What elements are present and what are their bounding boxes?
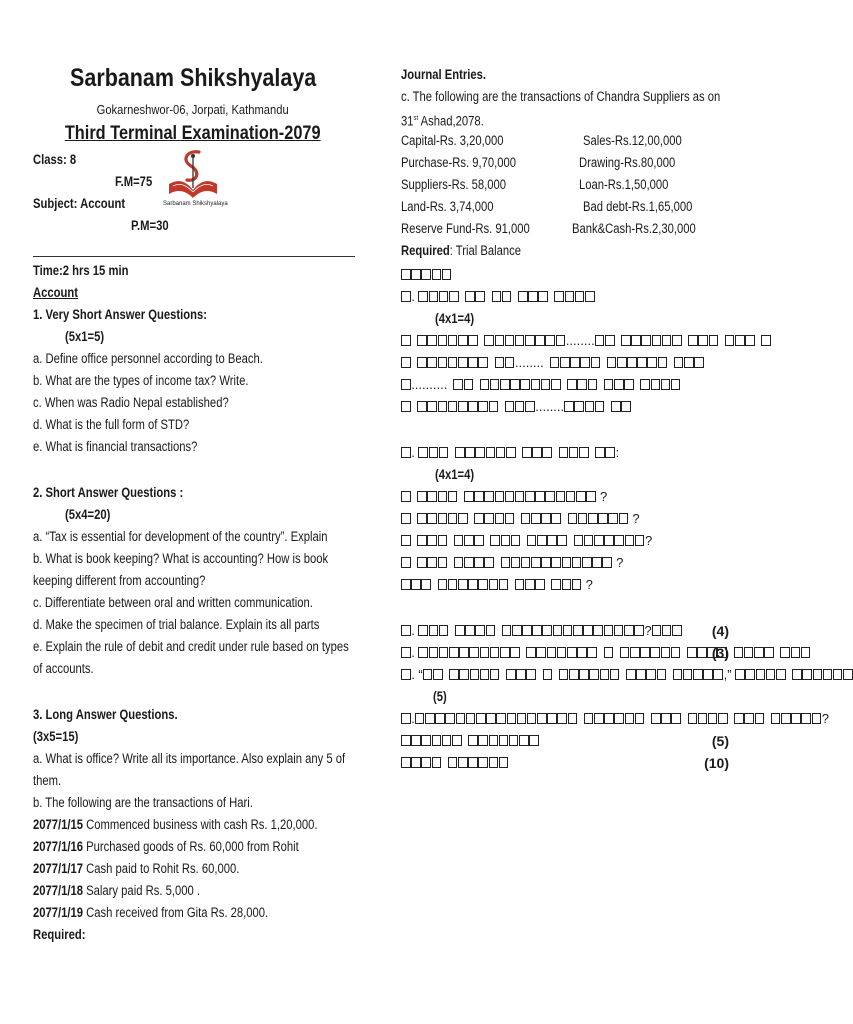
journal-title: Journal Entries.	[401, 67, 487, 82]
nepali-short-q: ?	[401, 510, 640, 528]
question: b. The following are the transactions of Hari.	[33, 795, 253, 810]
question-marks: (10)	[704, 755, 729, 771]
question: c. When was Radio Nepal established?	[33, 395, 229, 410]
balance-left: Land-Rs. 3,74,000	[401, 199, 494, 214]
nepali-long-q: .	[401, 644, 811, 662]
nepali-fill-blank: ........	[401, 354, 704, 372]
nepali-question: . :	[401, 444, 619, 462]
time-label: Time:2 hrs 15 min	[33, 263, 129, 278]
nepali-short-q: ?	[401, 576, 593, 594]
section-title: Account	[33, 285, 79, 300]
required-line: Required: Trial Balance	[401, 243, 522, 258]
class-label: Class: 8	[33, 152, 77, 167]
question-marks: (5)	[711, 733, 729, 749]
balance-right: Bank&Cash-Rs.2,30,000	[572, 221, 696, 236]
section3-title: 3. Long Answer Questions.	[33, 707, 178, 722]
section2-marks: (5x4=20)	[65, 507, 111, 522]
transaction-row: 2077/1/17 Cash paid to Rohit Rs. 60,000.	[33, 861, 240, 876]
question: of accounts.	[33, 661, 94, 676]
question: c. Differentiate between oral and written communication.	[33, 595, 313, 610]
nepali-short-q: ?	[401, 532, 652, 550]
balance-right: Loan-Rs.1,50,000	[579, 177, 669, 192]
nepali-section-title	[401, 266, 452, 284]
question-marks: (5)	[433, 689, 447, 704]
nepali-short-q: ?	[401, 554, 623, 572]
nepali-fill-blank: ..........	[401, 376, 681, 394]
section1-marks: (5x1=5)	[65, 329, 105, 344]
question-marks: (3)	[711, 645, 729, 661]
nepali-q1-marks: (4x1=4)	[435, 311, 475, 326]
section3-marks: (3x5=15)	[33, 729, 79, 744]
section2-title: 2. Short Answer Questions :	[33, 485, 184, 500]
transaction-row: 2077/1/16 Purchased goods of Rs. 60,000 from Rohit	[33, 839, 299, 854]
question: e. Explain the rule of debit and credit under rule based on types	[33, 639, 349, 654]
logo-caption: Sarbanam Shikshyalaya	[163, 201, 228, 207]
balance-left: Capital-Rs. 3,20,000	[401, 133, 504, 148]
transactions-date: 31st Ashad,2078.	[401, 113, 484, 129]
nepali-long-q: . ?	[401, 622, 682, 640]
transactions-intro: c. The following are the transactions of Chandra Suppliers as on	[401, 89, 721, 104]
balance-right: Drawing-Rs.80,000	[579, 155, 676, 170]
question: a. What is office? Write all its importance. Also explain any 5 of	[33, 751, 346, 766]
required-label: Required:	[33, 927, 86, 942]
nepali-long-q	[401, 732, 539, 750]
question: a. Define office personnel according to Beach.	[33, 351, 263, 366]
nepali-q2-marks: (4x1=4)	[435, 467, 475, 482]
balance-left: Reserve Fund-Rs. 91,000	[401, 221, 530, 236]
pass-marks: P.M=30	[131, 218, 169, 233]
school-name: Sarbanam Shikshyalaya	[69, 64, 317, 92]
balance-left: Suppliers-Rs. 58,000	[401, 177, 507, 192]
school-address: Gokarneshwor-06, Jorpati, Kathmandu	[96, 102, 290, 117]
question: them.	[33, 773, 62, 788]
question: e. What is financial transactions?	[33, 439, 198, 454]
balance-right: Sales-Rs.12,00,000	[583, 133, 682, 148]
full-marks: F.M=75	[115, 174, 153, 189]
nepali-fill-blank: ........	[401, 398, 631, 416]
nepali-long-q: . ?	[401, 710, 829, 728]
nepali-fill-blank: ........	[401, 332, 772, 350]
subject-label: Subject: Account	[33, 196, 126, 211]
question: a. “Tax is essential for development of the country”. Explain	[33, 529, 328, 544]
exam-title: Third Terminal Examination-2079	[65, 123, 321, 144]
section1-title: 1. Very Short Answer Questions:	[33, 307, 207, 322]
nepali-short-q: ?	[401, 488, 607, 506]
transaction-row: 2077/1/15 Commenced business with cash Rs. 1,20,000.	[33, 817, 318, 832]
transaction-row: 2077/1/19 Cash received from Gita Rs. 28,000.	[33, 905, 269, 920]
question: d. Make the specimen of trial balance. Explain its all parts	[33, 617, 320, 632]
nepali-question: .	[401, 288, 595, 306]
transaction-row: 2077/1/18 Salary paid Rs. 5,000 .	[33, 883, 200, 898]
question: b. What are the types of income tax? Write.	[33, 373, 249, 388]
school-logo	[163, 148, 228, 216]
balance-left: Purchase-Rs. 9,70,000	[401, 155, 517, 170]
nepali-long-q: . “ ,”	[401, 666, 853, 684]
question: d. What is the full form of STD?	[33, 417, 190, 432]
nepali-long-q	[401, 754, 509, 772]
balance-right: Bad debt-Rs.1,65,000	[583, 199, 693, 214]
question: b. What is book keeping? What is accounting? How is book	[33, 551, 329, 566]
header-divider	[33, 256, 355, 257]
question-marks: (4)	[711, 623, 729, 639]
logo-emblem-icon	[163, 148, 223, 204]
question: keeping different from accounting?	[33, 573, 206, 588]
